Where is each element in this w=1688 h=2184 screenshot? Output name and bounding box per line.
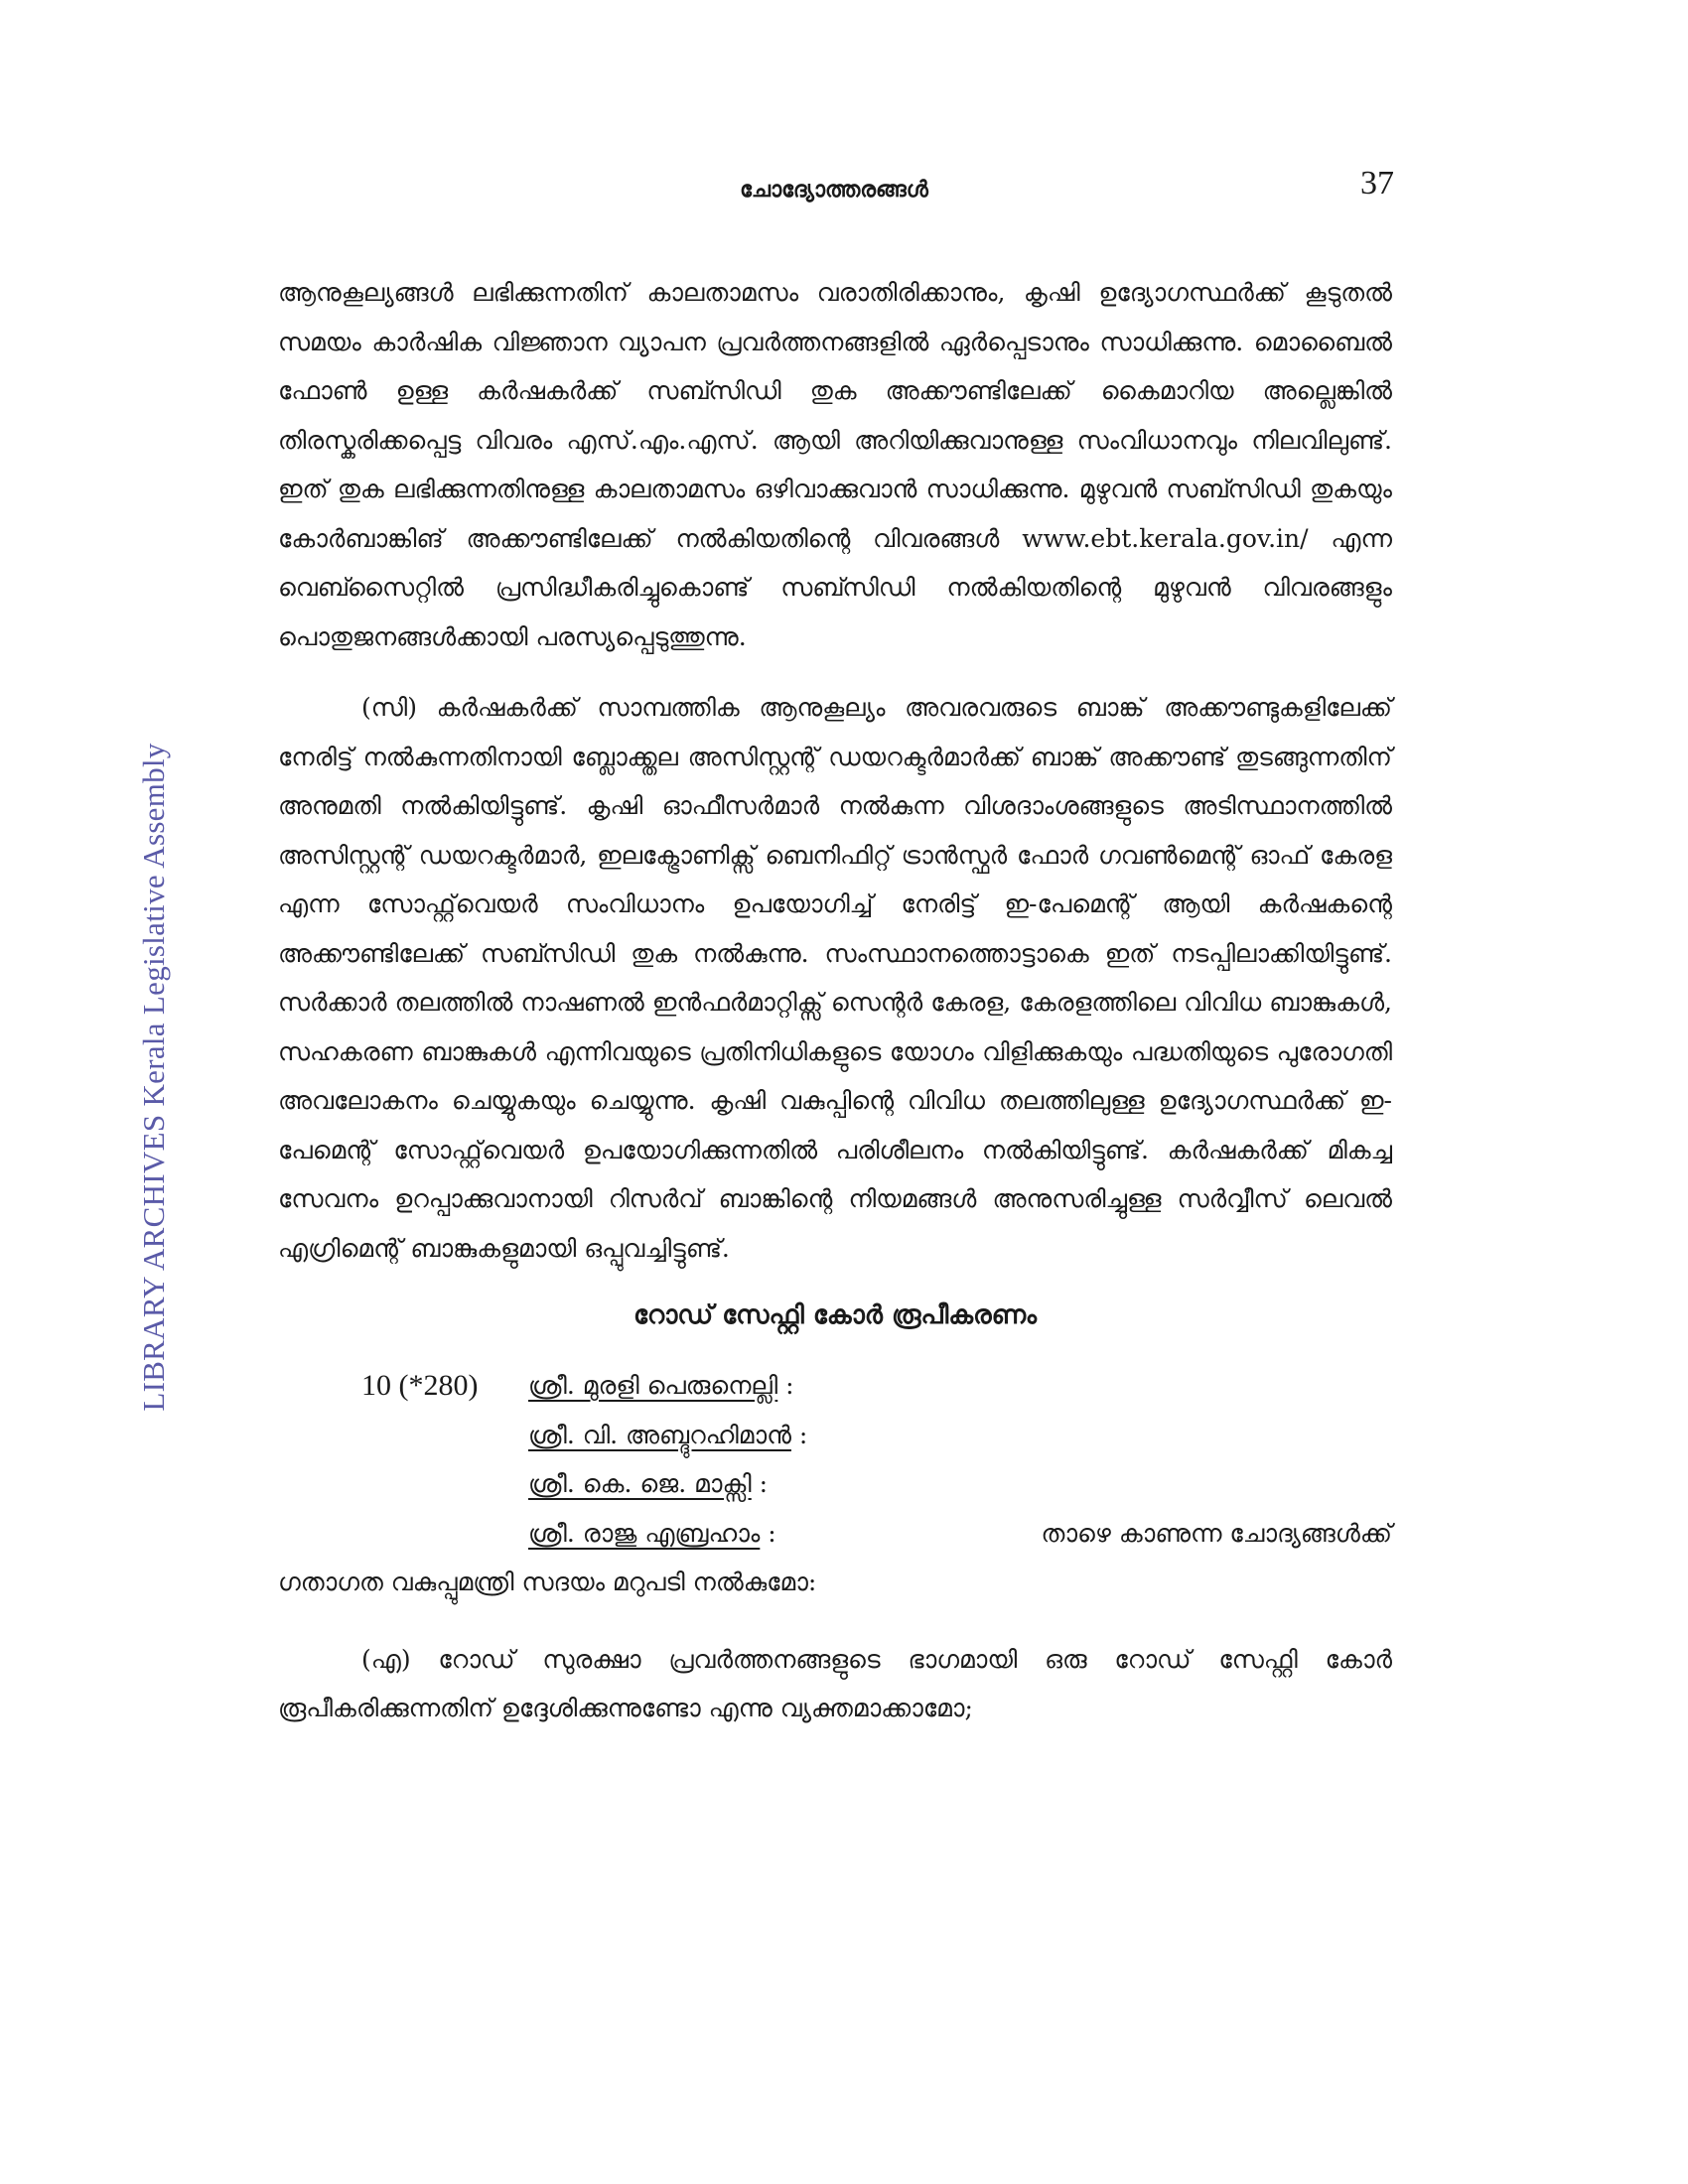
page-header bbox=[274, 167, 1394, 216]
member-row bbox=[278, 1459, 1392, 1509]
document-body bbox=[278, 268, 1392, 1733]
question-number: 10 (*280) bbox=[361, 1369, 479, 1402]
running-title: ചോദ്യോത്തരങ്ങൾ bbox=[740, 177, 928, 203]
member-suffix: : bbox=[790, 1420, 808, 1449]
member-row bbox=[278, 1361, 1392, 1411]
question-tail: താഴെ കാണുന്ന ചോദ്യങ്ങൾക്ക് bbox=[1041, 1518, 1392, 1548]
member-suffix: : bbox=[760, 1518, 776, 1548]
member-name: ശ്രീ. രാജു എബ്രഹാം bbox=[528, 1518, 761, 1548]
member-row bbox=[278, 1411, 1392, 1460]
member-name: ശ്രീ. മുരളി പെരുനെല്ലി bbox=[528, 1371, 778, 1400]
paragraph-1: ആനുകൂല്യങ്ങൾ ലഭിക്കുന്നതിന് കാലതാമസം വരാതിരിക്കാനും, കൃഷി ഉദ്യോഗസ്ഥർക്ക് കൂടുതൽ സമയം കാർഷിക വിജ്ഞാന വ്യാപന പ്രവർത്തനങ്ങളിൽ ഏർപ്പെടാനും സാധിക്കുന്നു. മൊബൈൽ ഫോൺ ഉള്ള കർഷകർക്ക് സബ്സിഡി തുക അക്കൗണ്ടിലേക്ക് കൈമാറിയ അല്ലെങ്കിൽ തിരസ്കരിക്കപ്പെട്ട വിവരം എസ്.എം.എസ്. ആയി അറിയിക്കുവാനുള്ള സംവിധാനവും നിലവിലുണ്ട്. ഇത് തുക ലഭിക്കുന്നതിനുള്ള കാലതാമസം ഒഴിവാക്കുവാൻ സാധിക്കുന്നു. മുഴുവൻ സബ്സിഡി തുകയും കോർബാങ്കിങ് അക്കൗണ്ടിലേക്ക് നൽകിയതിന്റെ വിവരങ്ങൾ www.ebt.kerala.gov.in/ എന്ന വെബ്സൈറ്റിൽ പ്രസിദ്ധീകരിച്ചുകൊണ്ട് സബ്സിഡി നൽകിയതിന്റെ മുഴുവൻ വിവരങ്ങളും പൊതുജനങ്ങൾക്കായി പരസ്യപ്പെടുത്തുന്നു. bbox=[278, 278, 1392, 651]
member-suffix: : bbox=[751, 1469, 769, 1498]
question-members bbox=[278, 1361, 1392, 1558]
paragraph-c: (സി) കർഷകർക്ക് സാമ്പത്തിക ആനുകൂല്യം അവരവരുടെ ബാങ്ക് അക്കൗണ്ടുകളിലേക്ക് നേരിട്ട് നൽകുന്നതിനായി ബ്ലോക്ക്തല അസിസ്റ്റന്റ് ഡയറക്ടർമാർക്ക് ബാങ്ക് അക്കൗണ്ട് തുടങ്ങുന്നതിന് അനുമതി നൽകിയിട്ടുണ്ട്. കൃഷി ഓഫീസർമാർ നൽകുന്ന വിശദാംശങ്ങളുടെ അടിസ്ഥാനത്തിൽ അസിസ്റ്റന്റ് ഡയറക്ടർമാർ, ഇലക്ട്രോണിക്സ് ബെനിഫിറ്റ് ട്രാൻസ്ഫർ ഫോർ ഗവൺമെന്റ് ഓഫ് കേരള എന്ന സോഫ്റ്റ്‌വെയർ സംവിധാനം ഉപയോഗിച്ച് നേരിട്ട് ഇ-പേമെന്റ് ആയി കർഷകന്റെ അക്കൗണ്ടിലേക്ക് സബ്സിഡി തുക നൽകുന്നു. സംസ്ഥാനത്തൊട്ടാകെ ഇത് നടപ്പിലാക്കിയിട്ടുണ്ട്. സർക്കാർ തലത്തിൽ നാഷണൽ ഇൻഫർമാറ്റിക്സ് സെന്റർ കേരള, കേരളത്തിലെ വിവിധ ബാങ്കുകൾ, സഹകരണ ബാങ്കുകൾ എന്നിവയുടെ പ്രതിനിധികളുടെ യോഗം വിളിക്കുകയും പദ്ധതിയുടെ പുരോഗതി അവലോകനം ചെയ്യുകയും ചെയ്യുന്നു. കൃഷി വകുപ്പിന്റെ വിവിധ തലത്തിലുള്ള ഉദ്യോഗസ്ഥർക്ക് ഇ-പേമെന്റ് സോഫ്റ്റ്‌വെയർ ഉപയോഗിക്കുന്നതിൽ പരിശീലനം നൽകിയിട്ടുണ്ട്. കർഷകർക്ക് മികച്ച സേവനം ഉറപ്പാക്കുവാനായി റിസർവ് ബാങ്കിന്റെ നിയമങ്ങൾ അനുസരിച്ചുള്ള സർവ്വീസ് ലെവൽ എഗ്രിമെന്റ് ബാങ്കുകളുമായി ഒപ്പുവച്ചിട്ടുണ്ട്. bbox=[278, 693, 1392, 1263]
member-suffix: : bbox=[777, 1371, 794, 1400]
question-a: (എ) റോഡ് സുരക്ഷാ പ്രവർത്തനങ്ങളുടെ ഭാഗമായി ഒരു റോഡ് സേഫ്റ്റി കോർ രൂപീകരിക്കുന്നതിന് ഉദ്ദേശിക്കുന്നുണ്ടോ എന്നു വ്യക്തമാക്കാമോ; bbox=[278, 1644, 1392, 1722]
archive-watermark: LIBRARY ARCHIVES Kerala Legislative Assembly bbox=[136, 743, 171, 1412]
page-number: 37 bbox=[1360, 165, 1394, 202]
question-continuation: ഗതാഗത വകുപ്പുമന്ത്രി സദയം മറുപടി നൽകുമോ: bbox=[278, 1568, 817, 1596]
member-name: ശ്രീ. വി. അബ്ദുറഹിമാൻ bbox=[528, 1420, 791, 1449]
member-row bbox=[278, 1509, 1392, 1559]
section-heading: റോഡ് സേഫ്റ്റി കോർ രൂപീകരണം bbox=[633, 1300, 1038, 1330]
member-name: ശ്രീ. കെ. ജെ. മാക്സി bbox=[528, 1469, 752, 1498]
